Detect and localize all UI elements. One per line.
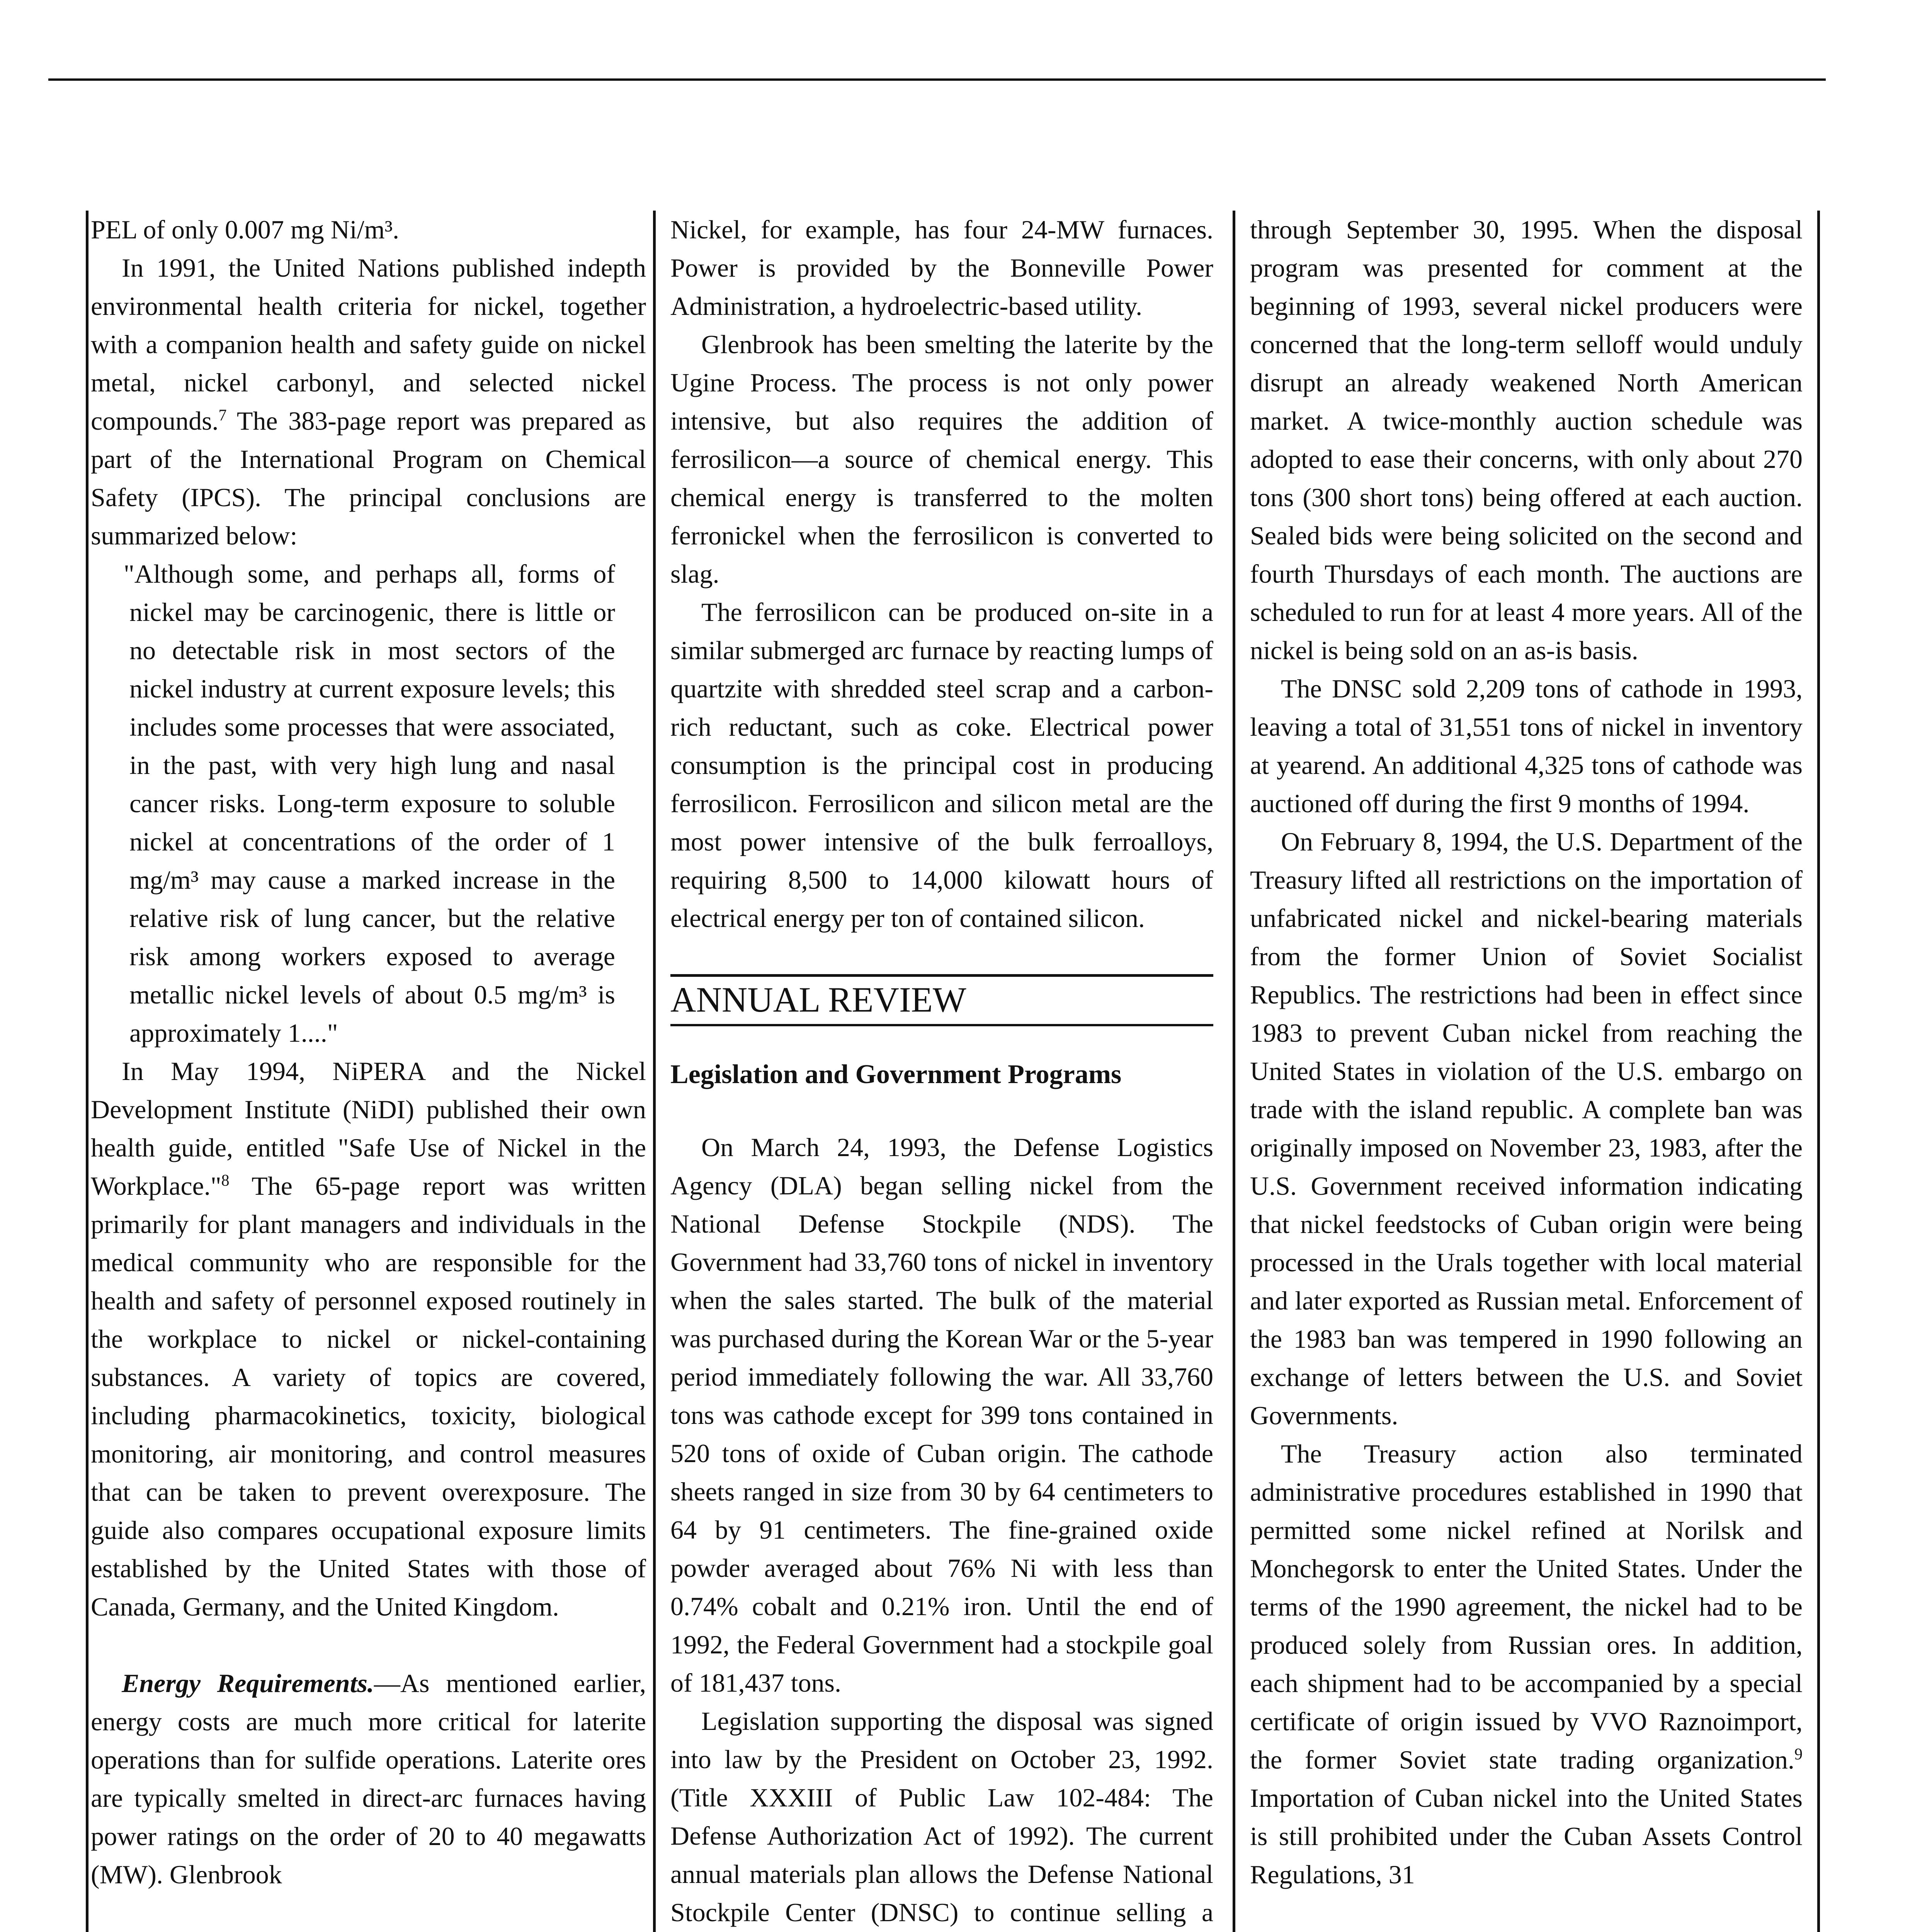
paragraph: PEL of only 0.007 mg Ni/m³. bbox=[91, 215, 399, 244]
footnote-ref: 7 bbox=[218, 406, 227, 425]
paragraph-text: In 1991, the United Nations published indepth environmental health criteria for nickel, together with a companion health and safety guide on nickel metal, nickel carbonyl, and selected nickel compounds. bbox=[91, 253, 646, 435]
paragraph-text: The Treasury action also terminated administrative procedures established in 1990 that permitted some nickel refined at Norilsk and Monchegorsk to enter the United States. Under the terms of the 1990 agreement, the nickel had to be produced solely from Russian ores. In addition, each shipment had to be accompanied by a special certificate of origin issued by VVO Raznoimport, the former Soviet state trading organization. bbox=[1250, 1439, 1803, 1774]
paragraph-text: The 383-page report was prepared as part of the International Program on Chemical Safety (IPCS). The principal conclusions are summarized below: bbox=[91, 406, 646, 550]
paragraph: On February 8, 1994, the U.S. Department of the Treasury lifted all restrictions on the importation of unfabricated nickel and nickel-bearing materials from the former Union of Soviet Socialist Republics. The restrictions had been in effect since 1983 to prevent Cuban nickel from reaching the United States in violation of the U.S. embargo on trade with the island republic. A complete ban was originally imposed on November 23, 1983, after the U.S. Government received information indicating that nickel feedstocks of Cuban origin were being processed in the Urals together with local material and later exported as Russian metal. Enforcement of the 1983 ban was tempered in 1990 following an exchange of letters between the U.S. and Soviet Governments. bbox=[1250, 827, 1803, 1430]
column-2 bbox=[653, 211, 1213, 1932]
section-heading-box bbox=[670, 974, 1213, 1026]
paragraph-text: —As mentioned earlier, energy costs are much more critical for laterite operations than for sulfide operations. Laterite ores are typically smelted in direct-arc furnaces having power ratings on the order of 20 to 40 megawatts (MW). Glenbrook bbox=[91, 1668, 646, 1889]
section-run-in-heading: Energy Requirements. bbox=[122, 1668, 374, 1698]
section-heading: ANNUAL REVIEW bbox=[670, 980, 966, 1019]
block-quote: "Although some, and perhaps all, forms of nickel may be carcinogenic, there is little or no detectable risk in most sectors of the nickel industry at current exposure levels; this includes some processes that were associated, in the past, with very high lung and nasal cancer risks. Long-term exposure to soluble nickel at concentrations of the order of 1 mg/m³ may cause a marked increase in the relative risk of lung cancer, but the relative risk among workers exposed to average metallic nickel levels of about 0.5 mg/m³ is approximately 1...." bbox=[124, 559, 615, 1048]
paragraph bbox=[91, 1664, 646, 1894]
top-rule bbox=[48, 78, 1826, 81]
paragraph-text: The 65-page report was written primarily for plant managers and individuals in the medical community who are responsible for the health and safety of personnel exposed routinely in the workplace to nickel or nickel-containing substances. A variety of topics are covered, including pharmacokinetics, toxicity, biological monitoring, air monitoring, and control measures that can be taken to prevent overexposure. The guide also compares occupational exposure limits established by the United States with those of Canada, Germany, and the United Kingdom. bbox=[91, 1171, 646, 1621]
paragraph: The ferrosilicon can be produced on-site in a similar submerged arc furnace by reacting lumps of quartzite with shredded steel scrap and a carbon-rich reductant, such as coke. Electrical power consumption is the principal cost in producing ferrosilicon. Ferrosilicon and silicon metal are the most power intensive of the bulk ferroalloys, requiring 8,500 to 14,000 kilowatt hours of electrical energy per ton of contained silicon. bbox=[670, 597, 1213, 933]
paragraph-text: Importation of Cuban nickel into the United States is still prohibited under the Cuban Assets Control Regulations, 31 bbox=[1250, 1783, 1803, 1889]
paragraph: On March 24, 1993, the Defense Logistics Agency (DLA) began selling nickel from the National Defense Stockpile (NDS). The Government had 33,760 tons of nickel in inventory when the sales started. The bulk of the material was purchased during the Korean War or the 5-year period immediately following the war. All 33,760 tons was cathode except for 399 tons contained in 520 tons of oxide of Cuban origin. The cathode sheets ranged in size from 30 by 64 centimeters to 64 by 91 centimeters. The fine-grained oxide powder averaged about 76% Ni with less than 0.74% cobalt and 0.21% iron. Until the end of 1992, the Federal Government had a stockpile goal of 181,437 tons. bbox=[670, 1133, 1213, 1697]
paragraph-text: In May 1994, NiPERA and the Nickel Development Institute (NiDI) published their own health guide, entitled "Safe Use of Nickel in the Workplace." bbox=[91, 1056, 646, 1201]
column-1 bbox=[86, 211, 646, 1932]
column-3 bbox=[1233, 211, 1820, 1932]
paragraph bbox=[91, 1052, 646, 1626]
paragraph bbox=[1250, 1435, 1803, 1894]
footnote-ref: 8 bbox=[221, 1172, 230, 1190]
spacer bbox=[91, 1626, 646, 1664]
paragraph: through September 30, 1995. When the disposal program was presented for comment at the beginning of 1993, several nickel producers were concerned that the long-term selloff would unduly disrupt an already weakened North American market. A twice-monthly auction schedule was adopted to ease their concerns, with only about 270 tons (300 short tons) being offered at each auction. Sealed bids were being solicited on the second and fourth Thursdays of each month. The auctions are scheduled to run for at least 4 more years. All of the nickel is being sold on an as-is basis. bbox=[1250, 215, 1803, 665]
subsection-heading: Legislation and Government Programs bbox=[670, 1060, 1122, 1089]
paragraph: The DNSC sold 2,209 tons of cathode in 1993, leaving a total of 31,551 tons of nickel in inventory at yearend. An additional 4,325 tons of cathode was auctioned off during the first 9 months of 1994. bbox=[1250, 674, 1803, 818]
paragraph: Nickel, for example, has four 24-MW furnaces. Power is provided by the Bonneville Power Administration, a hydroelectric-based utility. bbox=[670, 215, 1213, 321]
paragraph: Glenbrook has been smelting the laterite by the Ugine Process. The process is not only power intensive, but also requires the addition of ferrosilicon—a source of chemical energy. This chemical energy is transferred to the molten ferronickel when the ferrosilicon is converted to slag. bbox=[670, 330, 1213, 588]
footnote-ref: 9 bbox=[1794, 1745, 1803, 1764]
paragraph: Legislation supporting the disposal was signed into law by the President on October 23, 1992. (Title XXXIII of Public Law 102-484: The Defense Authorization Act of 1992). The current annual materials plan allows the Defense National Stockpile Center (DNSC) to continue selling a bbox=[670, 1706, 1213, 1927]
paragraph bbox=[91, 249, 646, 555]
